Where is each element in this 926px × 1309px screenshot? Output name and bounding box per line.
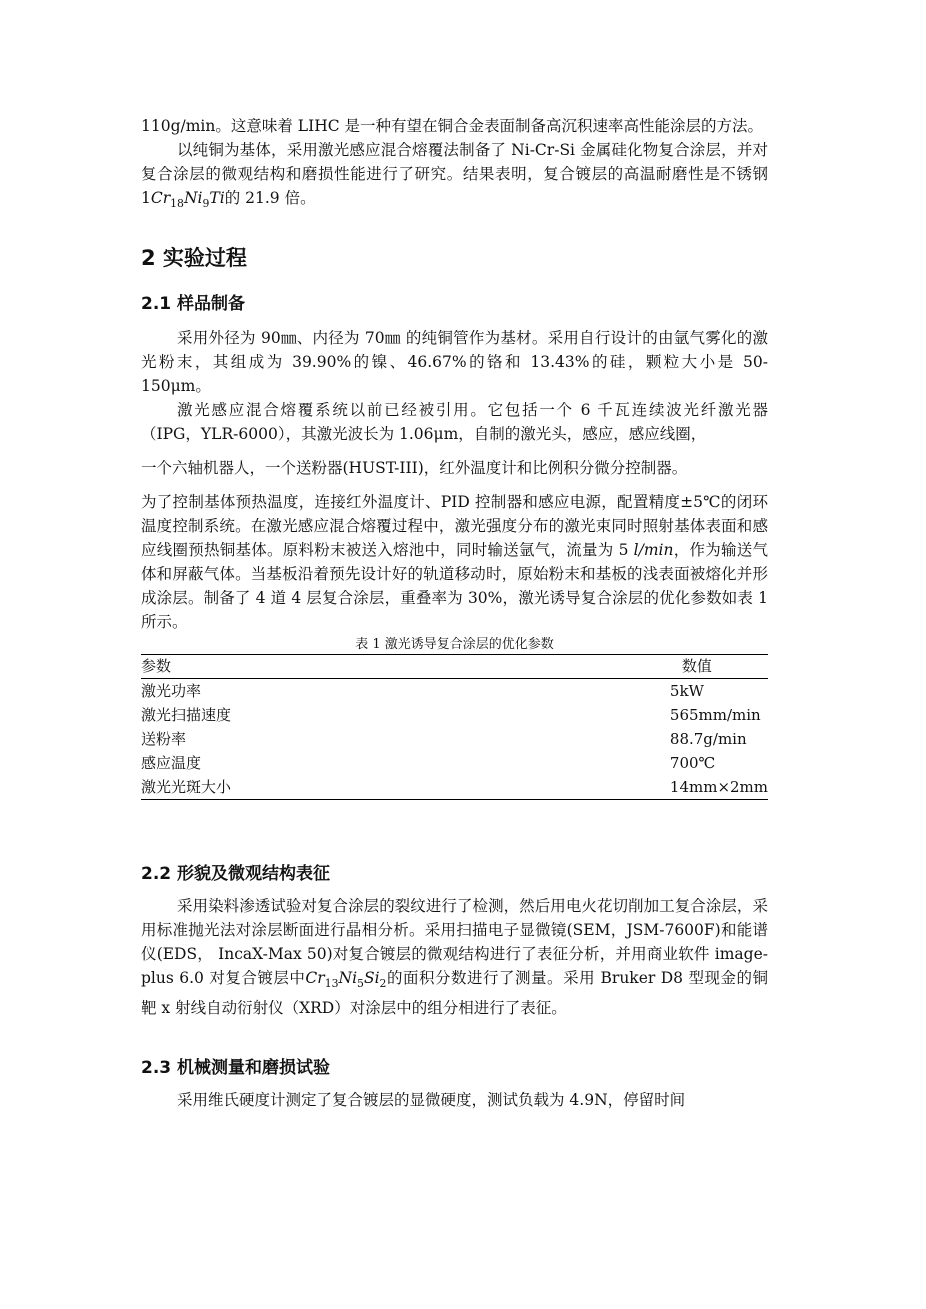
table-cell-param: 送粉率 (141, 730, 187, 749)
table-cell-value: 14mm×2mm (670, 775, 768, 800)
intro-paragraph-1: 110g/min。这意味着 LIHC 是一种有望在铜合金表面制备高沉积速率高性能涂层的方法。 (141, 117, 764, 135)
section-2-1-paragraph-1: 采用外径为 90㎜、内径为 70㎜ 的纯铜管作为基材。采用自行设计的由氩气雾化的激光粉末，其组成为 39.90%的镍、46.67%的铬和 13.43%的硅，颗粒大小是 50-150μm。 (141, 329, 768, 396)
section-2-1-heading: 2.1 样品制备 (141, 294, 246, 315)
table-row (141, 703, 768, 727)
table-cell-value: 88.7g/min (669, 730, 747, 749)
table-cell-param: 感应温度 (141, 754, 202, 773)
table-row (141, 727, 768, 751)
parameters-table (141, 654, 768, 800)
phase-formula: $Cr_{13}Ni_5Si_2$ (305, 969, 387, 991)
section-2-3-paragraph-1: 采用维氏硬度计测定了复合镀层的显微硬度，测试负载为 4.9N，停留时间 (177, 1091, 686, 1110)
paper-page (141, 112, 768, 1112)
table-header-param: 参数 (141, 655, 670, 679)
table-header-row (141, 655, 768, 679)
table-cell-param: 激光功率 (141, 682, 202, 701)
section-2-heading: 2 实验过程 (141, 246, 247, 271)
section-2-1-paragraph-3: 为了控制基体预热温度，连接红外温度计、PID 控制器和感应电源，配置精度±5℃的闭环温度控制系统。在激光感应混合熔覆过程中，激光强度分布的激光束同时照射基体表面和感应线圈预热铜基体。原料粉末被送入熔池中，同时输送氩气，流量为 5 l/min，作为输送气体和屏蔽气体。当基板沿着预先设计好的轨道移动时，原始粉末和基板的浅表面被熔化并形成涂层。制备了 4 道 4 层复合涂层，重叠率为 30%，激光诱导复合涂层的优化参数如表 1 所示。 (141, 493, 768, 632)
table-cell-value: 5kW (669, 682, 704, 701)
table-cell-value: 565mm/min (669, 706, 761, 725)
table-cell-param: 激光光斑大小 (141, 775, 670, 800)
section-2-1-paragraph-2b: 一个六轴机器人，一个送粉器(HUST-III)，红外温度计和比例积分微分控制器。 (141, 459, 688, 478)
table-row (141, 679, 768, 704)
table-row (141, 775, 768, 800)
section-2-2-heading: 2.2 形貌及微观结构表征 (141, 864, 331, 885)
section-2-3-heading: 2.3 机械测量和磨损试验 (141, 1058, 331, 1079)
table-cell-value: 700℃ (669, 754, 716, 773)
alloy-formula: $Cr_{18}Ni_9Ti$ (150, 189, 225, 211)
flow-rate-unit: l/min (633, 541, 674, 560)
table-row (141, 751, 768, 775)
table-cell-param: 激光扫描速度 (141, 706, 232, 725)
intro-paragraph-2: 以纯铜为基体，采用激光感应混合熔覆法制备了 Ni-Cr-Si 金属硅化物复合涂层，并对复合涂层的微观结构和磨损性能进行了研究。结果表明，复合镀层的高温耐磨性是不锈钢 $1Cr_{18}Ni_9Ti$的 21.9 倍。 (141, 141, 768, 211)
section-2-1-paragraph-2a: 激光感应混合熔覆系统以前已经被引用。它包括一个 6 千瓦连续波光纤激光器（IPG，YLR-6000），其激光波长为 1.06μm，自制的激光头，感应，感应线圈， (141, 401, 768, 444)
section-2-2-paragraph-1: 采用染料渗透试验对复合涂层的裂纹进行了检测，然后用电火花切削加工复合涂层，采用标准抛光法对涂层断面进行晶相分析。采用扫描电子显微镜(SEM，JSM-7600F)和能谱仪(EDS， IncaX-Max 50)对复合镀层的微观结构进行了表征分析，并用商业软件 image-plus 6.0 对复合镀层中$Cr_{13}Ni_5Si_2$的面积分数进行了测量。采用 Bruker D8 型现金的铜靶 x 射线自动衍射仪（XRD）对涂层中的组分相进行了表征。 (141, 897, 768, 1018)
table-1-caption: 表 1 激光诱导复合涂层的优化参数 (355, 637, 554, 653)
table-header-value: 数值 (670, 655, 768, 679)
